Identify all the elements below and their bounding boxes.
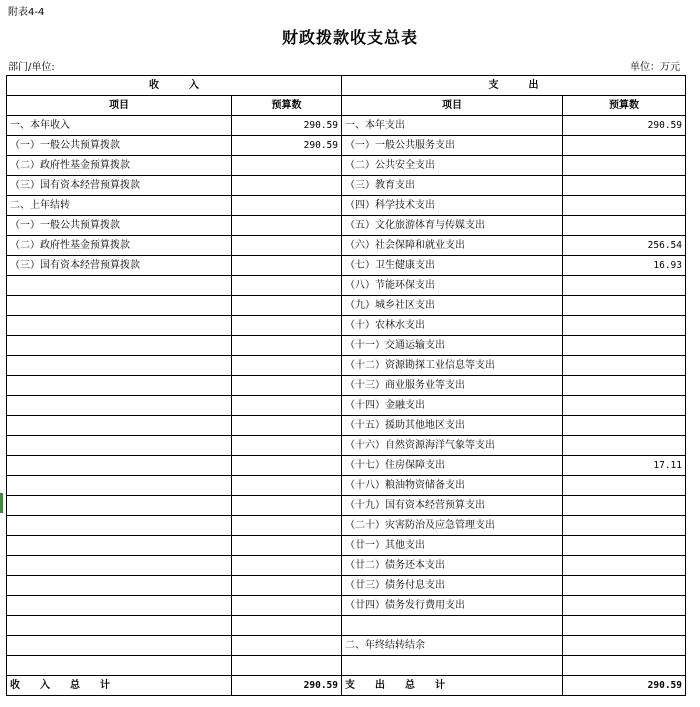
income-value-cell[interactable] — [232, 316, 342, 336]
table-row — [7, 436, 686, 456]
expense-value-cell[interactable] — [563, 376, 686, 396]
income-item-cell[interactable] — [7, 436, 232, 456]
table-row — [7, 336, 686, 356]
income-item-cell[interactable] — [7, 496, 232, 516]
expense-total-label[interactable]: 支 出 总 计 — [342, 676, 563, 696]
expense-total-value[interactable]: 290.59 — [563, 676, 686, 696]
table-row — [7, 496, 686, 516]
expense-item-cell[interactable]: （十四）金融支出 — [342, 396, 563, 416]
expense-item-cell[interactable]: （六）社会保障和就业支出 — [342, 236, 563, 256]
expense-value-cell[interactable] — [563, 156, 686, 176]
row-selection-marker — [0, 493, 3, 513]
budget-table — [6, 75, 686, 696]
table-row — [7, 136, 686, 156]
table-row — [7, 316, 686, 336]
income-item-cell[interactable] — [7, 416, 232, 436]
expense-value-cell[interactable] — [563, 516, 686, 536]
income-item-cell[interactable]: （三）国有资本经营预算拨款 — [7, 256, 232, 276]
expense-value-cell[interactable] — [563, 196, 686, 216]
expense-item-cell[interactable]: （十七）住房保障支出 — [342, 456, 563, 476]
table-row — [7, 196, 686, 216]
table-row — [7, 276, 686, 296]
income-item-cell[interactable] — [7, 396, 232, 416]
expense-item-cell[interactable]: （十六）自然资源海洋气象等支出 — [342, 436, 563, 456]
expense-value-cell[interactable] — [563, 596, 686, 616]
expense-value-cell[interactable] — [563, 436, 686, 456]
expense-value-cell[interactable] — [563, 556, 686, 576]
table-row — [7, 376, 686, 396]
expense-item-cell[interactable]: （二十）灾害防治及应急管理支出 — [342, 516, 563, 536]
expense-item-cell[interactable]: （七）卫生健康支出 — [342, 256, 563, 276]
expense-value-cell[interactable]: 16.93 — [563, 256, 686, 276]
attachment-number: 附表4-4 — [8, 7, 45, 18]
income-item-cell[interactable] — [7, 656, 232, 676]
income-value-cell[interactable] — [232, 276, 342, 296]
expense-value-cell[interactable]: 17.11 — [563, 456, 686, 476]
income-item-cell[interactable]: （一）一般公共预算拨款 — [7, 136, 232, 156]
expense-value-cell[interactable] — [563, 656, 686, 676]
income-item-cell[interactable]: （二）政府性基金预算拨款 — [7, 156, 232, 176]
income-total-label[interactable]: 收 入 总 计 — [7, 676, 232, 696]
expense-value-cell[interactable] — [563, 496, 686, 516]
expense-item-cell[interactable]: （十）农林水支出 — [342, 316, 563, 336]
expense-value-cell[interactable] — [563, 176, 686, 196]
expense-item-header: 项目 — [342, 96, 563, 116]
expense-item-cell[interactable]: 一、本年支出 — [342, 116, 563, 136]
income-value-cell[interactable] — [232, 496, 342, 516]
table-row — [7, 596, 686, 616]
expense-item-cell[interactable]: （十八）粮油物资储备支出 — [342, 476, 563, 496]
section-header-row — [7, 76, 686, 96]
expense-value-cell[interactable] — [563, 276, 686, 296]
table-row — [7, 476, 686, 496]
income-item-cell[interactable] — [7, 536, 232, 556]
totals-row — [7, 676, 686, 696]
table-row — [7, 636, 686, 656]
expense-value-cell[interactable] — [563, 396, 686, 416]
income-item-cell[interactable] — [7, 556, 232, 576]
expense-item-cell[interactable]: （一）一般公共服务支出 — [342, 136, 563, 156]
income-total-value[interactable]: 290.59 — [232, 676, 342, 696]
expense-value-cell[interactable] — [563, 336, 686, 356]
income-item-header: 项目 — [7, 96, 232, 116]
table-row — [7, 296, 686, 316]
table-row — [7, 216, 686, 236]
income-value-cell[interactable] — [232, 296, 342, 316]
income-value-cell[interactable] — [232, 376, 342, 396]
income-value-cell[interactable] — [232, 336, 342, 356]
expense-item-cell[interactable]: （十九）国有资本经营预算支出 — [342, 496, 563, 516]
income-item-cell[interactable] — [7, 276, 232, 296]
expense-value-cell[interactable] — [563, 136, 686, 156]
expense-item-cell[interactable]: （廿一）其他支出 — [342, 536, 563, 556]
income-value-cell[interactable] — [232, 556, 342, 576]
income-value-cell[interactable] — [232, 216, 342, 236]
expense-item-cell[interactable]: （九）城乡社区支出 — [342, 296, 563, 316]
table-row — [7, 556, 686, 576]
expense-item-cell[interactable]: （十一）交通运输支出 — [342, 336, 563, 356]
income-value-cell[interactable] — [232, 156, 342, 176]
expense-value-cell[interactable] — [563, 416, 686, 436]
income-value-cell[interactable] — [232, 536, 342, 556]
income-value-cell[interactable] — [232, 456, 342, 476]
table-row — [7, 536, 686, 556]
expense-item-cell[interactable]: （五）文化旅游体育与传媒支出 — [342, 216, 563, 236]
expense-item-cell[interactable]: （三）教育支出 — [342, 176, 563, 196]
expense-value-cell[interactable] — [563, 576, 686, 596]
expense-budget-header: 预算数 — [563, 96, 686, 116]
table-row — [7, 416, 686, 436]
page-title: 财政拨款收支总表 — [281, 28, 418, 47]
income-item-cell[interactable] — [7, 316, 232, 336]
income-item-cell[interactable] — [7, 356, 232, 376]
expense-item-cell[interactable]: （廿四）债务发行费用支出 — [342, 596, 563, 616]
expense-item-cell[interactable]: （四）科学技术支出 — [342, 196, 563, 216]
income-item-cell[interactable] — [7, 336, 232, 356]
table-row — [7, 616, 686, 636]
income-value-cell[interactable] — [232, 396, 342, 416]
income-item-cell[interactable] — [7, 596, 232, 616]
expense-value-cell[interactable] — [563, 616, 686, 636]
income-item-cell[interactable] — [7, 516, 232, 536]
income-value-cell[interactable] — [232, 576, 342, 596]
expense-value-cell[interactable] — [563, 636, 686, 656]
income-item-cell[interactable]: （三）国有资本经营预算拨款 — [7, 176, 232, 196]
income-value-cell[interactable] — [232, 436, 342, 456]
table-row — [7, 256, 686, 276]
expense-item-cell[interactable]: （廿三）债务付息支出 — [342, 576, 563, 596]
table-row — [7, 176, 686, 196]
expense-item-cell[interactable]: （廿二）债务还本支出 — [342, 556, 563, 576]
table-row — [7, 236, 686, 256]
income-value-cell[interactable] — [232, 196, 342, 216]
table-row — [7, 116, 686, 136]
income-item-cell[interactable] — [7, 576, 232, 596]
income-value-cell[interactable] — [232, 256, 342, 276]
expense-value-cell[interactable]: 290.59 — [563, 116, 686, 136]
expense-item-cell[interactable]: （二）公共安全支出 — [342, 156, 563, 176]
expense-value-cell[interactable] — [563, 216, 686, 236]
table-row — [7, 576, 686, 596]
income-value-cell[interactable] — [232, 636, 342, 656]
income-item-cell[interactable]: （二）政府性基金预算拨款 — [7, 236, 232, 256]
table-row — [7, 656, 686, 676]
expense-value-cell[interactable] — [563, 316, 686, 336]
income-item-cell[interactable] — [7, 476, 232, 496]
table-row — [7, 396, 686, 416]
income-value-cell[interactable] — [232, 176, 342, 196]
income-value-cell[interactable] — [232, 236, 342, 256]
table-row — [7, 156, 686, 176]
income-budget-header: 预算数 — [232, 96, 342, 116]
expense-value-cell[interactable] — [563, 296, 686, 316]
income-value-cell[interactable] — [232, 596, 342, 616]
income-value-cell[interactable] — [232, 656, 342, 676]
expense-item-cell[interactable]: （八）节能环保支出 — [342, 276, 563, 296]
income-item-cell[interactable] — [7, 636, 232, 656]
income-item-cell[interactable] — [7, 616, 232, 636]
income-value-cell[interactable] — [232, 616, 342, 636]
expense-item-cell[interactable]: （十二）资源勘探工业信息等支出 — [342, 356, 563, 376]
income-value-cell[interactable] — [232, 416, 342, 436]
income-item-cell[interactable]: （一）一般公共预算拨款 — [7, 216, 232, 236]
expense-item-cell[interactable] — [342, 616, 563, 636]
expense-value-cell[interactable] — [563, 536, 686, 556]
unit-label: 单位：万元 — [630, 62, 680, 73]
expense-header: 支 出 — [342, 76, 686, 96]
income-item-cell[interactable] — [7, 456, 232, 476]
expense-item-cell[interactable]: 二、年终结转结余 — [342, 636, 563, 656]
income-value-cell[interactable]: 290.59 — [232, 116, 342, 136]
expense-value-cell[interactable] — [563, 476, 686, 496]
income-item-cell[interactable] — [7, 296, 232, 316]
table-row — [7, 356, 686, 376]
income-header: 收 入 — [7, 76, 342, 96]
expense-item-cell[interactable] — [342, 656, 563, 676]
expense-value-cell[interactable] — [563, 356, 686, 376]
income-item-cell[interactable] — [7, 376, 232, 396]
table-row — [7, 456, 686, 476]
expense-item-cell[interactable]: （十五）援助其他地区支出 — [342, 416, 563, 436]
income-value-cell[interactable]: 290.59 — [232, 136, 342, 156]
income-value-cell[interactable] — [232, 516, 342, 536]
column-header-row — [7, 96, 686, 116]
dept-label: 部门/单位: — [8, 62, 55, 73]
income-value-cell[interactable] — [232, 356, 342, 376]
table-row — [7, 516, 686, 536]
income-item-cell[interactable]: 一、本年收入 — [7, 116, 232, 136]
income-item-cell[interactable]: 二、上年结转 — [7, 196, 232, 216]
expense-value-cell[interactable]: 256.54 — [563, 236, 686, 256]
income-value-cell[interactable] — [232, 476, 342, 496]
expense-item-cell[interactable]: （十三）商业服务业等支出 — [342, 376, 563, 396]
